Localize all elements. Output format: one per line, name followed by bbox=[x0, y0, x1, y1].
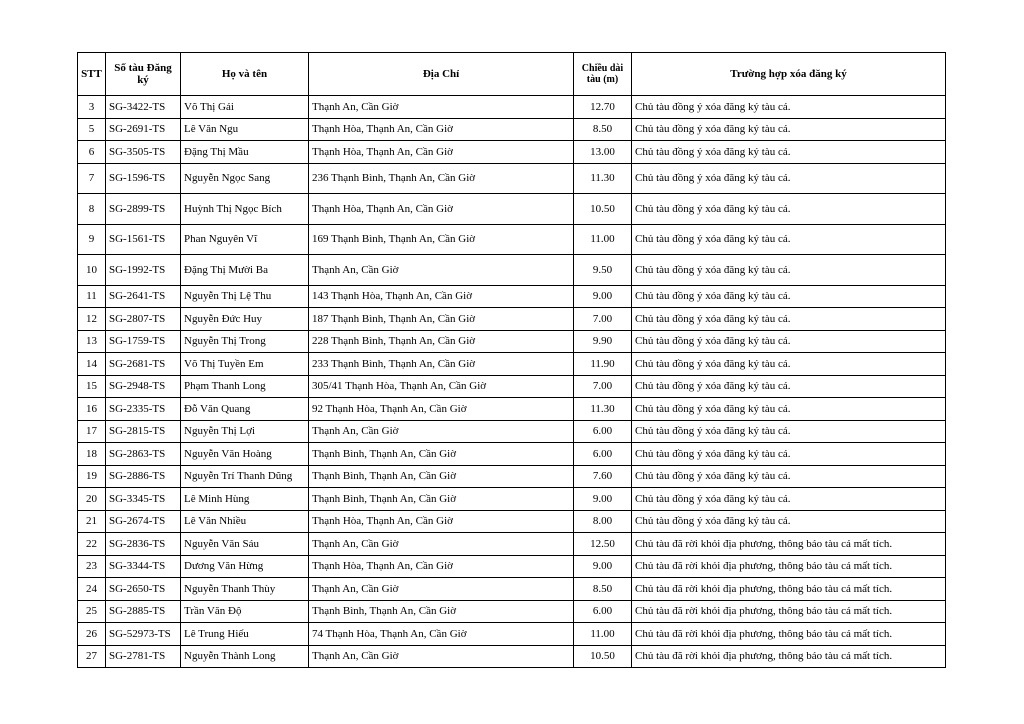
table-row bbox=[78, 141, 946, 164]
cell-length: 11.00 bbox=[574, 224, 632, 255]
table-row bbox=[78, 510, 946, 533]
cell-reason: Chủ tàu đồng ý xóa đăng ký tàu cá. bbox=[632, 465, 946, 488]
cell-length: 6.00 bbox=[574, 600, 632, 623]
cell-name: Đặng Thị Mầu bbox=[181, 141, 309, 164]
cell-reg-no: SG-2781-TS bbox=[106, 645, 181, 668]
cell-length: 12.50 bbox=[574, 533, 632, 556]
cell-stt: 6 bbox=[78, 141, 106, 164]
cell-stt: 8 bbox=[78, 194, 106, 225]
cell-name: Nguyễn Văn Sáu bbox=[181, 533, 309, 556]
cell-length: 7.00 bbox=[574, 375, 632, 398]
cell-stt: 3 bbox=[78, 96, 106, 119]
cell-reason: Chủ tàu đã rời khỏi địa phương, thông báo tàu cá mất tích. bbox=[632, 578, 946, 601]
header-stt: STT bbox=[78, 53, 106, 96]
cell-reason: Chủ tàu đồng ý xóa đăng ký tàu cá. bbox=[632, 375, 946, 398]
cell-reason: Chủ tàu đồng ý xóa đăng ký tàu cá. bbox=[632, 398, 946, 421]
cell-reg-no: SG-52973-TS bbox=[106, 623, 181, 646]
cell-name: Nguyễn Thanh Thùy bbox=[181, 578, 309, 601]
cell-name: Đỗ Văn Quang bbox=[181, 398, 309, 421]
table-row bbox=[78, 224, 946, 255]
cell-length: 7.60 bbox=[574, 465, 632, 488]
cell-reg-no: SG-1596-TS bbox=[106, 163, 181, 194]
cell-address: Thạnh Hòa, Thạnh An, Cần Giờ bbox=[309, 510, 574, 533]
cell-length: 11.30 bbox=[574, 163, 632, 194]
cell-address: 305/41 Thạnh Hòa, Thạnh An, Cần Giờ bbox=[309, 375, 574, 398]
cell-reason: Chủ tàu đồng ý xóa đăng ký tàu cá. bbox=[632, 255, 946, 286]
cell-address: Thạnh Bình, Thạnh An, Cần Giờ bbox=[309, 488, 574, 511]
cell-reg-no: SG-3505-TS bbox=[106, 141, 181, 164]
cell-length: 11.90 bbox=[574, 353, 632, 376]
cell-stt: 7 bbox=[78, 163, 106, 194]
cell-reason: Chủ tàu đồng ý xóa đăng ký tàu cá. bbox=[632, 194, 946, 225]
cell-address: Thạnh Bình, Thạnh An, Cần Giờ bbox=[309, 443, 574, 466]
cell-name: Phạm Thanh Long bbox=[181, 375, 309, 398]
cell-length: 7.00 bbox=[574, 308, 632, 331]
cell-address: 92 Thạnh Hòa, Thạnh An, Cần Giờ bbox=[309, 398, 574, 421]
cell-length: 9.00 bbox=[574, 488, 632, 511]
cell-reg-no: SG-2836-TS bbox=[106, 533, 181, 556]
cell-address: 236 Thạnh Bình, Thạnh An, Cần Giờ bbox=[309, 163, 574, 194]
table-row bbox=[78, 255, 946, 286]
cell-length: 8.50 bbox=[574, 118, 632, 141]
cell-stt: 13 bbox=[78, 330, 106, 353]
cell-name: Lê Văn Ngu bbox=[181, 118, 309, 141]
cell-reg-no: SG-3422-TS bbox=[106, 96, 181, 119]
cell-name: Nguyễn Ngọc Sang bbox=[181, 163, 309, 194]
table-row bbox=[78, 308, 946, 331]
cell-reg-no: SG-2641-TS bbox=[106, 285, 181, 308]
cell-stt: 20 bbox=[78, 488, 106, 511]
cell-address: 169 Thạnh Bình, Thạnh An, Cần Giờ bbox=[309, 224, 574, 255]
cell-stt: 16 bbox=[78, 398, 106, 421]
cell-reg-no: SG-2815-TS bbox=[106, 420, 181, 443]
cell-name: Nguyễn Trí Thanh Dũng bbox=[181, 465, 309, 488]
cell-length: 12.70 bbox=[574, 96, 632, 119]
cell-stt: 19 bbox=[78, 465, 106, 488]
cell-length: 10.50 bbox=[574, 645, 632, 668]
cell-address: Thạnh Bình, Thạnh An, Cần Giờ bbox=[309, 600, 574, 623]
cell-reg-no: SG-2886-TS bbox=[106, 465, 181, 488]
table-row bbox=[78, 443, 946, 466]
cell-reg-no: SG-2681-TS bbox=[106, 353, 181, 376]
cell-address: Thạnh Hòa, Thạnh An, Cần Giờ bbox=[309, 141, 574, 164]
cell-reason: Chủ tàu đồng ý xóa đăng ký tàu cá. bbox=[632, 96, 946, 119]
cell-name: Nguyễn Thị Trong bbox=[181, 330, 309, 353]
cell-stt: 11 bbox=[78, 285, 106, 308]
cell-stt: 5 bbox=[78, 118, 106, 141]
cell-address: Thạnh Hòa, Thạnh An, Cần Giờ bbox=[309, 118, 574, 141]
cell-reason: Chủ tàu đồng ý xóa đăng ký tàu cá. bbox=[632, 420, 946, 443]
table-row bbox=[78, 353, 946, 376]
cell-length: 9.00 bbox=[574, 555, 632, 578]
cell-reason: Chủ tàu đồng ý xóa đăng ký tàu cá. bbox=[632, 224, 946, 255]
cell-name: Lê Văn Nhiều bbox=[181, 510, 309, 533]
cell-stt: 10 bbox=[78, 255, 106, 286]
cell-name: Võ Thị Tuyền Em bbox=[181, 353, 309, 376]
cell-address: Thạnh An, Cần Giờ bbox=[309, 420, 574, 443]
cell-reg-no: SG-2691-TS bbox=[106, 118, 181, 141]
cell-name: Nguyễn Thị Lệ Thu bbox=[181, 285, 309, 308]
cell-name: Nguyễn Thị Lợi bbox=[181, 420, 309, 443]
table-row bbox=[78, 194, 946, 225]
cell-length: 13.00 bbox=[574, 141, 632, 164]
table-row bbox=[78, 555, 946, 578]
cell-reason: Chủ tàu đã rời khỏi địa phương, thông báo tàu cá mất tích. bbox=[632, 623, 946, 646]
cell-reason: Chủ tàu đồng ý xóa đăng ký tàu cá. bbox=[632, 488, 946, 511]
header-name: Họ và tên bbox=[181, 53, 309, 96]
table-row bbox=[78, 420, 946, 443]
cell-reg-no: SG-1561-TS bbox=[106, 224, 181, 255]
cell-stt: 21 bbox=[78, 510, 106, 533]
cell-address: Thạnh Hòa, Thạnh An, Cần Giờ bbox=[309, 194, 574, 225]
cell-stt: 15 bbox=[78, 375, 106, 398]
cell-stt: 22 bbox=[78, 533, 106, 556]
table-row bbox=[78, 465, 946, 488]
table-row bbox=[78, 285, 946, 308]
cell-address: Thạnh An, Cần Giờ bbox=[309, 255, 574, 286]
cell-length: 11.00 bbox=[574, 623, 632, 646]
cell-name: Lê Minh Hùng bbox=[181, 488, 309, 511]
cell-reason: Chủ tàu đồng ý xóa đăng ký tàu cá. bbox=[632, 141, 946, 164]
cell-name: Nguyễn Thành Long bbox=[181, 645, 309, 668]
cell-reason: Chủ tàu đồng ý xóa đăng ký tàu cá. bbox=[632, 510, 946, 533]
cell-stt: 17 bbox=[78, 420, 106, 443]
cell-stt: 24 bbox=[78, 578, 106, 601]
cell-reason: Chủ tàu đã rời khỏi địa phương, thông báo tàu cá mất tích. bbox=[632, 600, 946, 623]
cell-reg-no: SG-1992-TS bbox=[106, 255, 181, 286]
table-row bbox=[78, 330, 946, 353]
cell-length: 9.90 bbox=[574, 330, 632, 353]
cell-reason: Chủ tàu đồng ý xóa đăng ký tàu cá. bbox=[632, 330, 946, 353]
cell-reg-no: SG-2885-TS bbox=[106, 600, 181, 623]
table-row bbox=[78, 600, 946, 623]
cell-length: 6.00 bbox=[574, 443, 632, 466]
cell-reason: Chủ tàu đồng ý xóa đăng ký tàu cá. bbox=[632, 308, 946, 331]
table-row bbox=[78, 578, 946, 601]
cell-reason: Chủ tàu đồng ý xóa đăng ký tàu cá. bbox=[632, 118, 946, 141]
cell-length: 8.50 bbox=[574, 578, 632, 601]
cell-address: Thạnh An, Cần Giờ bbox=[309, 645, 574, 668]
cell-stt: 18 bbox=[78, 443, 106, 466]
cell-reg-no: SG-3344-TS bbox=[106, 555, 181, 578]
cell-length: 9.00 bbox=[574, 285, 632, 308]
table-row bbox=[78, 533, 946, 556]
table-row bbox=[78, 488, 946, 511]
cell-address: Thạnh An, Cần Giờ bbox=[309, 96, 574, 119]
cell-stt: 27 bbox=[78, 645, 106, 668]
cell-length: 10.50 bbox=[574, 194, 632, 225]
table-row bbox=[78, 398, 946, 421]
cell-reg-no: SG-2863-TS bbox=[106, 443, 181, 466]
cell-stt: 14 bbox=[78, 353, 106, 376]
cell-reg-no: SG-2807-TS bbox=[106, 308, 181, 331]
cell-address: 143 Thạnh Hòa, Thạnh An, Cần Giờ bbox=[309, 285, 574, 308]
cell-address: 187 Thạnh Bình, Thạnh An, Cần Giờ bbox=[309, 308, 574, 331]
cell-reason: Chủ tàu đồng ý xóa đăng ký tàu cá. bbox=[632, 285, 946, 308]
cell-reason: Chủ tàu đồng ý xóa đăng ký tàu cá. bbox=[632, 443, 946, 466]
cell-reg-no: SG-2335-TS bbox=[106, 398, 181, 421]
cell-reg-no: SG-1759-TS bbox=[106, 330, 181, 353]
header-address: Địa Chỉ bbox=[309, 53, 574, 96]
cell-name: Võ Thị Gái bbox=[181, 96, 309, 119]
cell-address: Thạnh Hòa, Thạnh An, Cần Giờ bbox=[309, 555, 574, 578]
cell-name: Nguyễn Đức Huy bbox=[181, 308, 309, 331]
cell-length: 11.30 bbox=[574, 398, 632, 421]
table-row bbox=[78, 623, 946, 646]
table-row bbox=[78, 163, 946, 194]
header-length: Chiều dài tàu (m) bbox=[574, 53, 632, 96]
cell-address: 74 Thạnh Hòa, Thạnh An, Cần Giờ bbox=[309, 623, 574, 646]
cell-reg-no: SG-2650-TS bbox=[106, 578, 181, 601]
cell-name: Trần Văn Độ bbox=[181, 600, 309, 623]
table-header-row bbox=[78, 53, 946, 96]
cell-name: Nguyễn Văn Hoàng bbox=[181, 443, 309, 466]
table-row bbox=[78, 375, 946, 398]
cell-reason: Chủ tàu đã rời khỏi địa phương, thông báo tàu cá mất tích. bbox=[632, 555, 946, 578]
vessel-deregistration-table bbox=[77, 52, 946, 668]
cell-reg-no: SG-2948-TS bbox=[106, 375, 181, 398]
cell-stt: 25 bbox=[78, 600, 106, 623]
cell-length: 9.50 bbox=[574, 255, 632, 286]
cell-reason: Chủ tàu đã rời khỏi địa phương, thông báo tàu cá mất tích. bbox=[632, 645, 946, 668]
cell-name: Lê Trung Hiếu bbox=[181, 623, 309, 646]
cell-reason: Chủ tàu đồng ý xóa đăng ký tàu cá. bbox=[632, 163, 946, 194]
cell-reason: Chủ tàu đồng ý xóa đăng ký tàu cá. bbox=[632, 353, 946, 376]
cell-address: 228 Thạnh Bình, Thạnh An, Cần Giờ bbox=[309, 330, 574, 353]
cell-stt: 23 bbox=[78, 555, 106, 578]
cell-reason: Chủ tàu đã rời khỏi địa phương, thông báo tàu cá mất tích. bbox=[632, 533, 946, 556]
cell-stt: 26 bbox=[78, 623, 106, 646]
header-reg-no: Số tàu Đăng ký bbox=[106, 53, 181, 96]
cell-reg-no: SG-2899-TS bbox=[106, 194, 181, 225]
cell-address: Thạnh An, Cần Giờ bbox=[309, 533, 574, 556]
cell-name: Đặng Thị Mười Ba bbox=[181, 255, 309, 286]
cell-address: Thạnh Bình, Thạnh An, Cần Giờ bbox=[309, 465, 574, 488]
cell-stt: 12 bbox=[78, 308, 106, 331]
header-reason: Trường hợp xóa đăng ký bbox=[632, 53, 946, 96]
table-row bbox=[78, 96, 946, 119]
cell-address: Thạnh An, Cần Giờ bbox=[309, 578, 574, 601]
cell-name: Phan Nguyên Vĩ bbox=[181, 224, 309, 255]
table-row bbox=[78, 645, 946, 668]
cell-length: 8.00 bbox=[574, 510, 632, 533]
cell-name: Huỳnh Thị Ngọc Bích bbox=[181, 194, 309, 225]
cell-address: 233 Thạnh Bình, Thạnh An, Cần Giờ bbox=[309, 353, 574, 376]
cell-reg-no: SG-2674-TS bbox=[106, 510, 181, 533]
cell-length: 6.00 bbox=[574, 420, 632, 443]
cell-name: Dương Văn Hừng bbox=[181, 555, 309, 578]
cell-reg-no: SG-3345-TS bbox=[106, 488, 181, 511]
table-row bbox=[78, 118, 946, 141]
cell-stt: 9 bbox=[78, 224, 106, 255]
